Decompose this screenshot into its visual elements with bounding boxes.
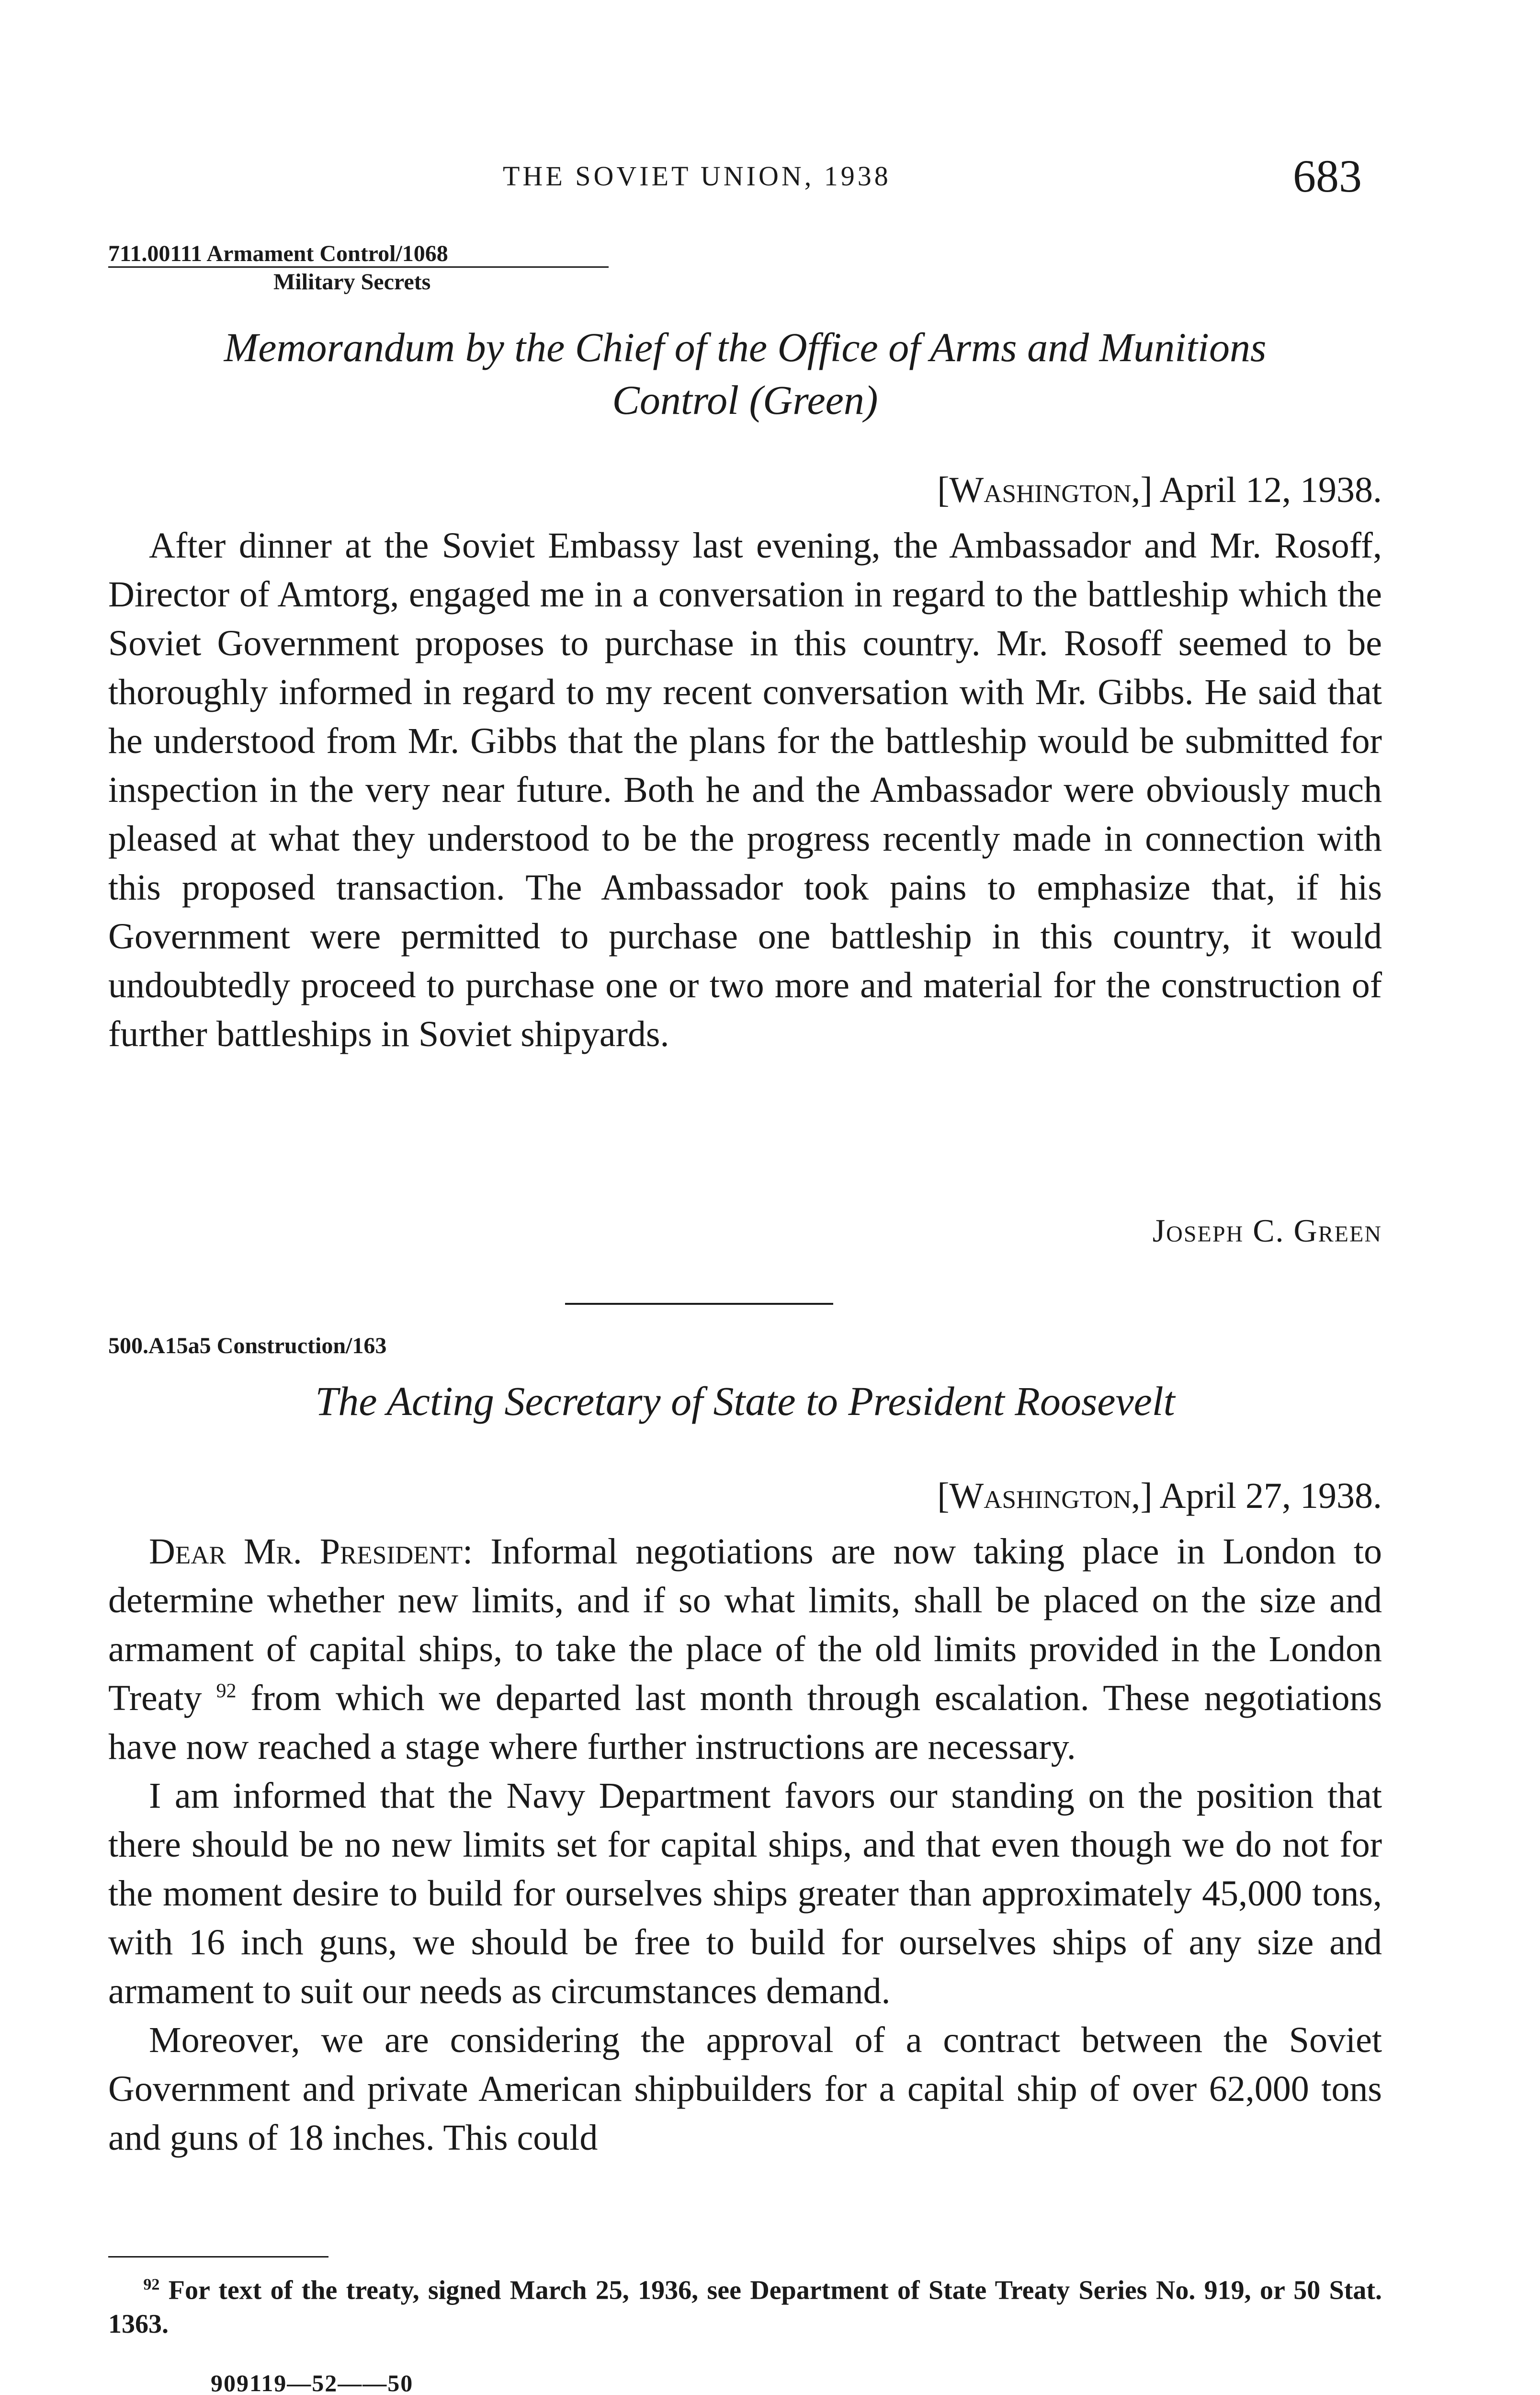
file-subject: Military Secrets [108, 266, 609, 297]
print-code: 909119—52——50 [211, 2370, 414, 2395]
footnote [108, 2268, 1382, 2341]
document-title-line: Control (Green) [612, 377, 878, 423]
date: April 27, 1938. [1159, 1476, 1382, 1516]
file-number-text: 711.00111 Armament Control/1068 [108, 241, 448, 266]
paragraph-text: from which we departed last month through escalation. These negotiations have now reached a stage where further instructions are necessary. [108, 1678, 1382, 1767]
file-number [108, 240, 609, 297]
document-title [108, 321, 1382, 426]
date-place: [Washington,] [937, 1476, 1153, 1516]
salutation: Dear Mr. President [149, 1531, 463, 1572]
paragraph: After dinner at the Soviet Embassy last evening, the Ambassador and Mr. Rosoff, Director of Amtorg, engaged me in a conversation in regard to the battleship which the Soviet Government proposes to purchase in this country. Mr. Rosoff seemed to be thoroughly informed in regard to my recent conversation with Mr. Gibbs. He said that he understood from Mr. Gibbs that the plans for the battleship would be submitted for inspection in the very near future. Both he and the Ambassador were obviously much pleased at what they understood to be the progress recently made in connection with this proposed transaction. The Ambassador took pains to emphasize that, if his Government were permitted to purchase one battleship in this country, it would undoubtedly proceed to purchase one or two more and material for the construction of further battleships in Soviet shipyards. [108, 525, 1382, 1054]
footnote-marker: 92 [143, 2276, 160, 2293]
file-number: 500.A15a5 Construction/163 [108, 1333, 387, 1358]
section-divider [565, 1303, 833, 1305]
footnote-text: For text of the treaty, signed March 25, 1936, see Department of State Treaty Series No. 919, or 50 Stat. 1363. [108, 2275, 1382, 2339]
memorandum-body [108, 521, 1382, 1059]
paragraph: Moreover, we are considering the approval of a contract between the Soviet Government and private American shipbuilders for a capital ship of over 62,000 tons and guns of 18 inches. This could [108, 2020, 1382, 2158]
document-title: The Acting Secretary of State to President Roosevelt [315, 1378, 1175, 1424]
running-title: THE SOVIET UNION, 1938 [503, 160, 891, 192]
date: April 12, 1938. [1159, 470, 1382, 510]
page-number: 683 [1293, 150, 1362, 202]
footnote-rule [108, 2256, 328, 2258]
paragraph-text: : Informal negotiations are now taking place in London to determine whether new limits, and if so what limits, shall be placed on the size and armament of capital ships, to take the place of the old limits provided in the London Treaty [108, 1531, 1382, 1718]
letter-body [108, 1527, 1382, 2162]
dateline [108, 1475, 1382, 1517]
dateline [108, 469, 1382, 511]
paragraph [108, 1527, 1382, 1771]
date-place: [Washington,] [937, 470, 1153, 510]
footnote-ref: 92 [216, 1680, 237, 1702]
paragraph: I am informed that the Navy Department favors our standing on the position that there should be no new limits set for capital ships, and that even though we do not for the moment desire to build for ourselves ships greater than approximately 45,000 tons, with 16 inch guns, we should be free to build for ourselves ships of any size and armament to suit our needs as circumstances demand. [108, 1776, 1382, 2011]
signature: Joseph C. Green [1152, 1212, 1382, 1249]
document-title-line: Memorandum by the Chief of the Office of Arms and Munitions [224, 324, 1267, 370]
